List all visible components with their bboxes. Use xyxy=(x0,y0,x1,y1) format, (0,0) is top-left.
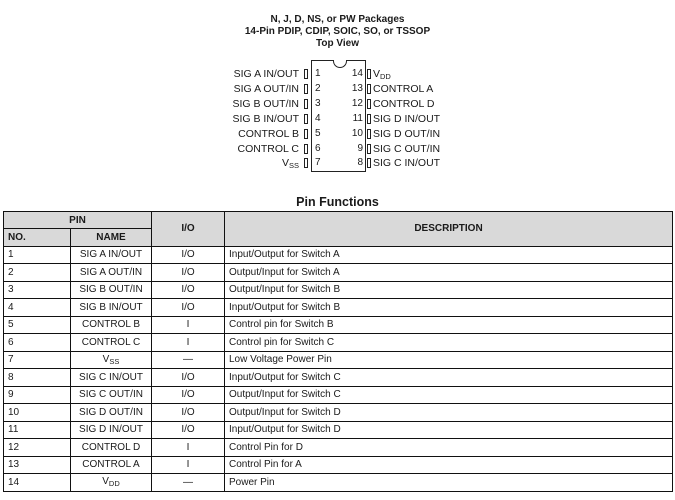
pin-label: SIG A IN/OUT xyxy=(233,68,299,80)
description-cell: Control pin for Switch C xyxy=(225,334,673,352)
right-pin-9 xyxy=(0,142,675,156)
description-cell: Output/Input for Switch A xyxy=(225,264,673,282)
io-cell: I xyxy=(152,439,225,457)
pin-leg-icon xyxy=(367,84,371,94)
table-row xyxy=(4,456,673,474)
pin-label: $V_{DD}$ xyxy=(373,68,391,81)
pin-number-cell: 3 xyxy=(4,281,71,299)
description-cell: Input/Output for Switch B xyxy=(225,299,673,317)
pin-leg-icon xyxy=(367,144,371,154)
pin-name-cell: SIG D IN/OUT xyxy=(71,421,152,439)
io-cell: I xyxy=(152,316,225,334)
pin-functions-title: Pin Functions xyxy=(296,195,379,209)
right-pin-14 xyxy=(0,67,675,81)
pin-number-cell: 1 xyxy=(4,246,71,264)
io-cell: I/O xyxy=(152,246,225,264)
table-row xyxy=(4,369,673,387)
table-row xyxy=(4,334,673,352)
package-title: N, J, D, NS, or PW Packages xyxy=(270,14,405,25)
io-cell: I/O xyxy=(152,281,225,299)
description-cell: Control Pin for A xyxy=(225,456,673,474)
pin-label: SIG C IN/OUT xyxy=(373,157,441,170)
description-cell: Input/Output for Switch D xyxy=(225,421,673,439)
pin-label: CONTROL D xyxy=(373,97,435,110)
pin-number: 1 xyxy=(315,68,321,79)
description-cell: Control pin for Switch B xyxy=(225,316,673,334)
table-row xyxy=(4,351,673,369)
pin-name-cell: CONTROL D xyxy=(71,439,152,457)
pin-number-cell: 13 xyxy=(4,456,71,474)
pin-number: 4 xyxy=(315,112,321,124)
pin-number: 6 xyxy=(315,142,321,154)
pin-number-cell: 5 xyxy=(4,316,71,334)
pin-number-cell: 14 xyxy=(4,474,71,492)
right-pin-13 xyxy=(0,82,675,96)
pin-label: SIG A OUT/IN xyxy=(233,82,299,95)
description-cell: Output/Input for Switch D xyxy=(225,404,673,422)
pin-number-cell: 6 xyxy=(4,334,71,352)
io-cell: I xyxy=(152,334,225,352)
pin-number: 14 xyxy=(351,68,363,79)
io-header: I/O xyxy=(152,212,225,247)
pin-label: CONTROL C xyxy=(237,142,299,155)
pin-number: 7 xyxy=(315,157,321,169)
io-cell: I/O xyxy=(152,421,225,439)
pin-number-cell: 12 xyxy=(4,439,71,457)
io-cell: I/O xyxy=(152,264,225,282)
pin-header: PIN xyxy=(4,212,152,229)
description-cell: Output/Input for Switch C xyxy=(225,386,673,404)
pin-name-cell: CONTROL C xyxy=(71,334,152,352)
pin-label: CONTROL B xyxy=(238,127,299,140)
pin-label: SIG C OUT/IN xyxy=(373,142,441,155)
description-cell: Power Pin xyxy=(225,474,673,492)
pin-number: 10 xyxy=(351,127,363,139)
io-cell: I/O xyxy=(152,299,225,317)
right-pin-12 xyxy=(0,97,675,111)
right-pin-8 xyxy=(0,156,675,170)
pin-number: 8 xyxy=(357,157,363,169)
pin-label: SIG D IN/OUT xyxy=(373,112,441,125)
pin-leg-icon xyxy=(367,69,371,79)
table-row xyxy=(4,299,673,317)
table-row xyxy=(4,386,673,404)
pin-name-cell: SIG C IN/OUT xyxy=(71,369,152,387)
pin-label: SIG B OUT/IN xyxy=(232,97,299,110)
right-pin-11 xyxy=(0,112,675,126)
pin-name-cell: $V_{SS}$ xyxy=(71,351,152,369)
pin-label: SIG D OUT/IN xyxy=(373,127,441,140)
io-cell: I xyxy=(152,456,225,474)
view-label: Top View xyxy=(316,38,359,49)
pin-number-cell: 4 xyxy=(4,299,71,317)
pin-number: 2 xyxy=(315,82,321,94)
pin-name-cell: CONTROL A xyxy=(71,456,152,474)
description-cell: Control Pin for D xyxy=(225,439,673,457)
pin-leg-icon xyxy=(367,158,371,168)
description-cell: Output/Input for Switch B xyxy=(225,281,673,299)
table-row xyxy=(4,316,673,334)
description-cell: Input/Output for Switch C xyxy=(225,369,673,387)
pin-number: 9 xyxy=(357,142,363,154)
table-row xyxy=(4,264,673,282)
io-cell: — xyxy=(152,474,225,492)
pin-name-cell: SIG C OUT/IN xyxy=(71,386,152,404)
description-header: DESCRIPTION xyxy=(225,212,673,247)
pin-leg-icon xyxy=(367,99,371,109)
pin-leg-icon xyxy=(367,129,371,139)
pin-number-cell: 8 xyxy=(4,369,71,387)
table-row xyxy=(4,246,673,264)
pin-number: 11 xyxy=(352,112,363,124)
pin-number-cell: 10 xyxy=(4,404,71,422)
pin-functions-table xyxy=(3,211,673,492)
io-cell: I/O xyxy=(152,369,225,387)
pin-label: $V_{SS}$ xyxy=(281,157,299,171)
io-cell: I/O xyxy=(152,404,225,422)
table-row xyxy=(4,404,673,422)
table-row xyxy=(4,474,673,492)
pin-number: 12 xyxy=(351,97,363,109)
no-header: NO. xyxy=(4,229,71,247)
pin-number-cell: 11 xyxy=(4,421,71,439)
table-row xyxy=(4,421,673,439)
pin-name-cell: CONTROL B xyxy=(71,316,152,334)
description-cell: Input/Output for Switch A xyxy=(225,246,673,264)
pin-name-cell: SIG D OUT/IN xyxy=(71,404,152,422)
io-cell: I/O xyxy=(152,386,225,404)
table-row xyxy=(4,439,673,457)
io-cell: — xyxy=(152,351,225,369)
pin-label: CONTROL A xyxy=(373,82,434,95)
description-cell: Low Voltage Power Pin xyxy=(225,351,673,369)
pin-name-cell: $V_{DD}$ xyxy=(71,474,152,492)
right-pin-10 xyxy=(0,127,675,141)
pin-number: 5 xyxy=(315,127,321,139)
pin-leg-icon xyxy=(367,114,371,124)
pin-number: 3 xyxy=(315,97,321,109)
table-row xyxy=(4,281,673,299)
pin-number-cell: 7 xyxy=(4,351,71,369)
pin-number: 13 xyxy=(351,82,363,94)
pin-name-cell: SIG B OUT/IN xyxy=(71,281,152,299)
pin-name-cell: SIG A IN/OUT xyxy=(71,246,152,264)
pin-number-cell: 2 xyxy=(4,264,71,282)
pin-name-cell: SIG A OUT/IN xyxy=(71,264,152,282)
pin-label: SIG B IN/OUT xyxy=(232,112,299,125)
name-header: NAME xyxy=(71,229,152,247)
pin-name-cell: SIG B IN/OUT xyxy=(71,299,152,317)
pin-number-cell: 9 xyxy=(4,386,71,404)
package-subtitle: 14-Pin PDIP, CDIP, SOIC, SO, or TSSOP xyxy=(244,26,431,37)
